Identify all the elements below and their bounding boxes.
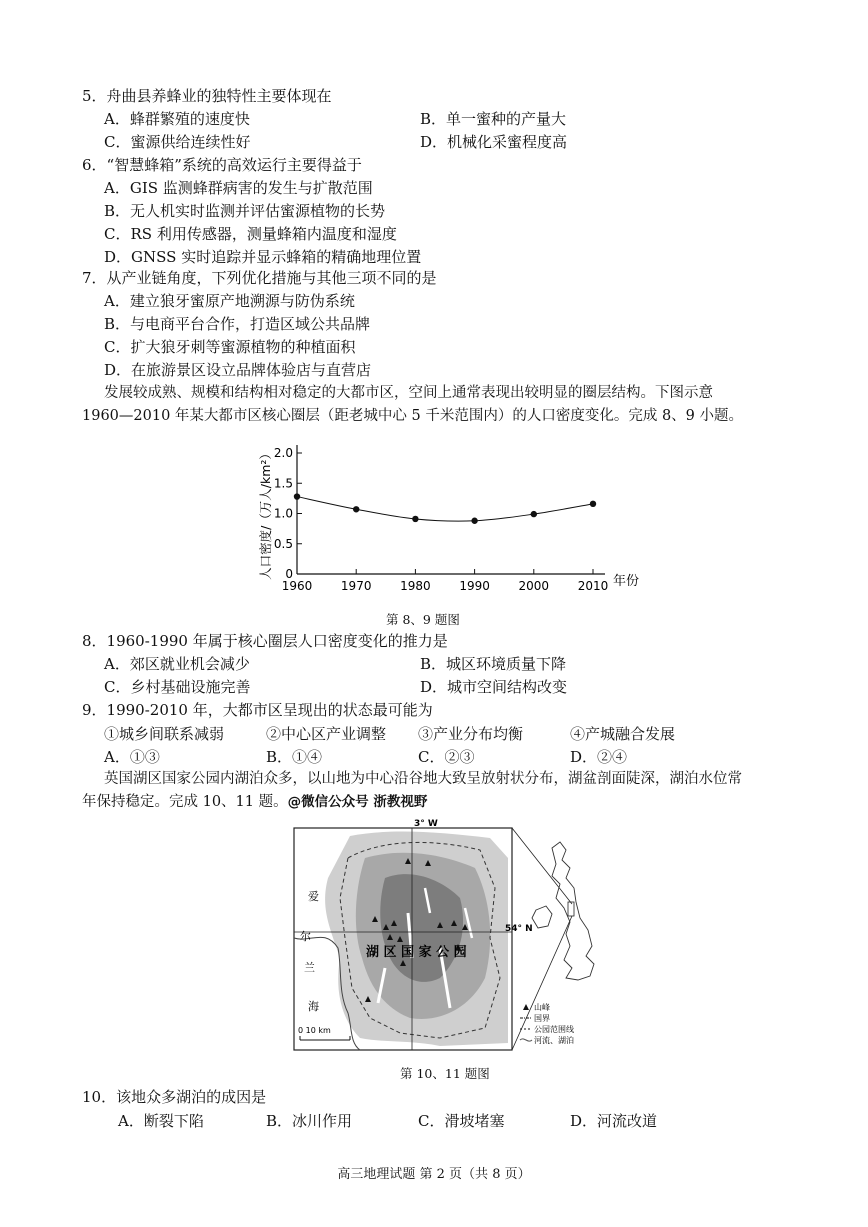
y-tick-label: 0 <box>285 567 293 581</box>
legend-peak-icon <box>523 1004 529 1010</box>
q9-item-2: ②中心区产业调整 <box>266 725 387 743</box>
lake-district-map <box>290 818 620 1058</box>
legend-border-label: 国界 <box>534 1014 550 1023</box>
q5-option-a: A．蜂群繁殖的速度快 <box>104 110 250 128</box>
y-axis-label: 人口密度/（万人/km²） <box>258 447 273 580</box>
q9-option-b: B．①④ <box>266 748 323 766</box>
q5-option-c: C．蜜源供给连续性好 <box>104 133 251 151</box>
page-footer: 高三地理试题 第 2 页（共 8 页） <box>337 1167 531 1182</box>
figure-10-11-caption: 第 10、11 题图 <box>400 1066 490 1081</box>
q6-option-a: A．GIS 监测蜂群病害的发生与扩散范围 <box>104 179 373 197</box>
x-tick-label: 1960 <box>281 579 313 593</box>
x-tick-label: 1970 <box>340 579 372 593</box>
x-tick-label: 1990 <box>459 579 490 593</box>
legend-park-label: 公园范围线 <box>534 1025 574 1034</box>
q5-option-b: B．单一蜜种的产量大 <box>420 110 567 128</box>
q9-option-c: C．②③ <box>418 748 475 766</box>
population-density-chart <box>250 438 650 598</box>
passage1-line2: 1960—2010 年某大都市区核心圈层（距老城中心 5 千米范围内）的人口密度变化。完成 8、9 小题。 <box>82 408 744 424</box>
data-point <box>294 493 300 499</box>
inset-locator-box <box>568 902 574 916</box>
ireland-outline <box>532 906 552 928</box>
q9-item-4: ④产城融合发展 <box>570 725 676 743</box>
q5-option-d: D．机械化采蜜程度高 <box>420 133 568 151</box>
y-tick-label: 1.5 <box>273 476 293 491</box>
sea-label-char-1: 爱 <box>308 890 319 903</box>
x-axis-label: 年份 <box>613 574 640 589</box>
q9-option-d: D．②④ <box>570 748 628 766</box>
q10-stem: 10．该地众多湖泊的成因是 <box>82 1088 267 1106</box>
q9-stem: 9．1990-2010 年，大都市区呈现出的状态最可能为 <box>82 701 433 719</box>
q7-option-c: C．扩大狼牙刺等蜜源植物的种植面积 <box>104 338 356 356</box>
x-tick-label: 1980 <box>400 579 431 593</box>
y-tick-label: 1.0 <box>273 506 293 521</box>
q8-option-c: C．乡村基础设施完善 <box>104 678 251 696</box>
data-point <box>471 518 477 524</box>
uk-outline <box>552 842 594 980</box>
q7-option-b: B．与电商平台合作，打造区域公共品牌 <box>104 315 371 333</box>
data-point <box>590 501 596 507</box>
scale-label: 0 10 km <box>298 1026 331 1035</box>
latitude-label: 54° N <box>505 924 533 934</box>
q9-item-3: ③产业分布均衡 <box>418 725 524 743</box>
data-point <box>353 506 359 512</box>
q10-option-d: D．河流改道 <box>570 1112 658 1130</box>
q8-stem: 8．1960-1990 年属于核心圈层人口密度变化的推力是 <box>82 632 448 650</box>
y-tick-label: 0.5 <box>273 536 293 551</box>
legend-peak-label: 山峰 <box>534 1003 550 1012</box>
q10-option-b: B．冰川作用 <box>266 1112 353 1130</box>
park-name-label: 湖 区 国 家 公 园 <box>366 945 467 960</box>
figure-8-9-caption: 第 8、9 题图 <box>386 612 460 627</box>
y-tick-label: 2.0 <box>273 446 293 460</box>
q7-stem: 7．从产业链角度，下列优化措施与其他三项不同的是 <box>82 269 437 287</box>
map-legend <box>520 1002 574 1045</box>
sea-label-char-2: 尔 <box>300 930 311 943</box>
inset-connector-top <box>512 828 572 904</box>
q10-option-c: C．滑坡堵塞 <box>418 1112 505 1130</box>
legend-river-label: 河流、湖泊 <box>534 1036 574 1045</box>
q6-option-c: C．RS 利用传感器，测量蜂箱内温度和湿度 <box>104 225 397 243</box>
q6-option-b: B．无人机实时监测并评估蜜源植物的长势 <box>104 202 386 220</box>
passage1-line1: 发展较成熟、规模和结构相对稳定的大都市区，空间上通常表现出较明显的圈层结构。下图示意 <box>104 385 713 401</box>
sea-label-char-4: 海 <box>308 1000 319 1013</box>
q5-stem: 5．舟曲县养蜂业的独特性主要体现在 <box>82 87 332 105</box>
sea-label-char-3: 兰 <box>304 961 315 974</box>
q8-option-d: D．城市空间结构改变 <box>420 678 568 696</box>
watermark-text: @微信公众号 浙教视野 <box>287 794 428 810</box>
passage2-line2 <box>82 792 427 812</box>
longitude-label: 3° W <box>414 819 438 829</box>
q7-option-d: D．在旅游景区设立品牌体验店与直营店 <box>104 361 372 379</box>
x-tick-label: 2010 <box>577 579 609 593</box>
passage2-text: 年保持稳定。完成 10、11 题。 <box>82 794 288 810</box>
q10-option-a: A．断裂下陷 <box>118 1112 204 1130</box>
q8-option-a: A．郊区就业机会减少 <box>104 655 250 673</box>
q9-item-1: ①城乡间联系减弱 <box>104 725 225 743</box>
q6-stem: 6．“智慧蜂箱”系统的高效运行主要得益于 <box>82 156 362 174</box>
data-point <box>531 511 537 517</box>
q9-option-a: A．①③ <box>104 748 160 766</box>
x-tick-label: 2000 <box>518 579 550 593</box>
q6-option-d: D．GNSS 实时追踪并显示蜂箱的精确地理位置 <box>104 248 422 266</box>
series-line <box>297 497 593 522</box>
data-point <box>412 516 418 522</box>
q8-option-b: B．城区环境质量下降 <box>420 655 567 673</box>
q7-option-a: A．建立狼牙蜜原产地溯源与防伪系统 <box>104 292 355 310</box>
passage2-line1: 英国湖区国家公园内湖泊众多，以山地为中心沿谷地大致呈放射状分布，湖盆剖面陡深，湖泊水位常 <box>104 771 742 787</box>
legend-river-icon <box>520 1039 532 1041</box>
